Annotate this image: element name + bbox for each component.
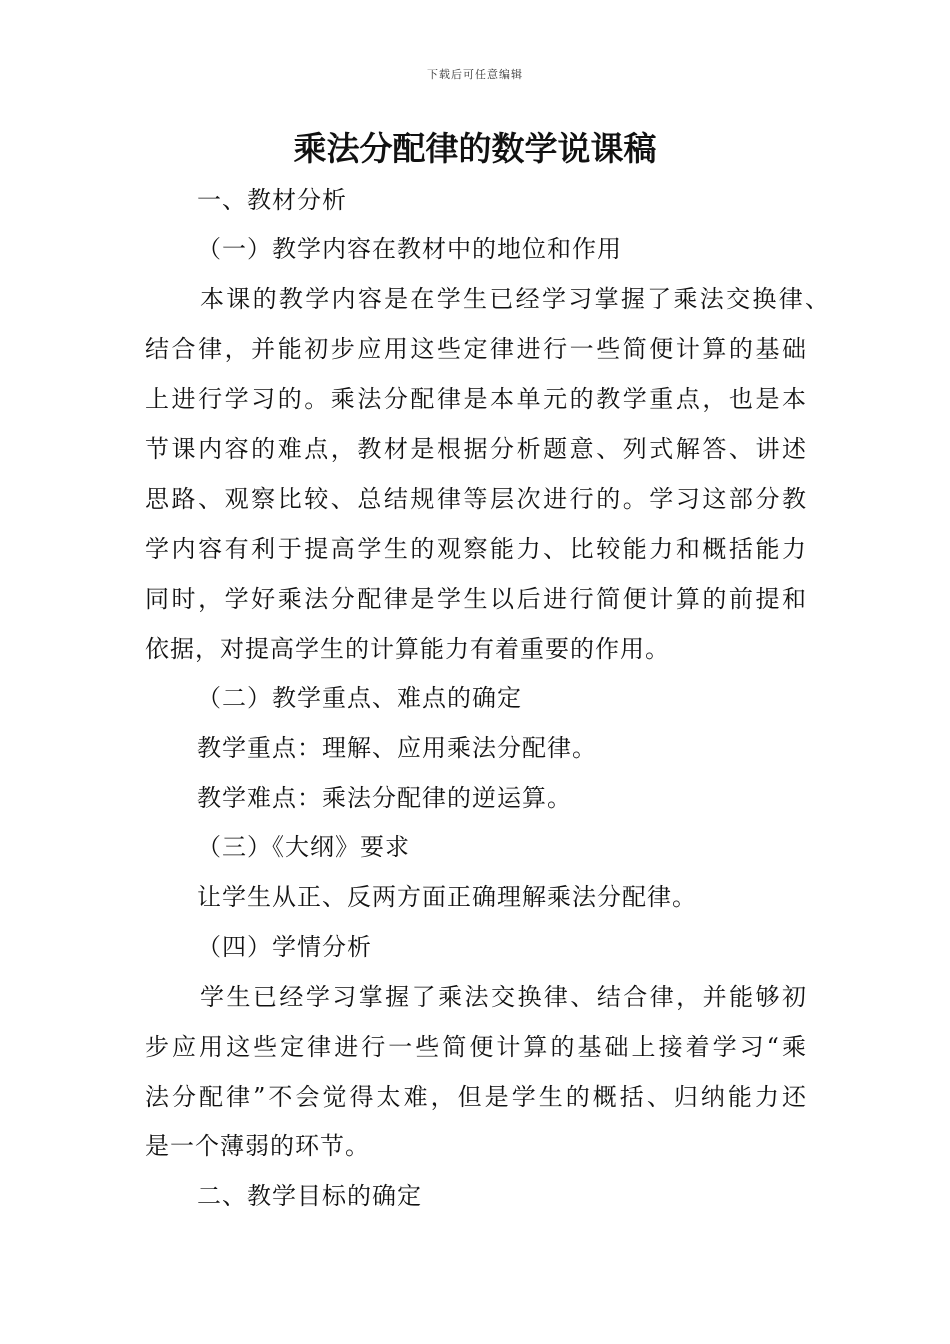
subsection-heading-2: （二）教学重点、难点的确定 xyxy=(197,684,522,712)
paragraph-line: 步应用这些定律进行一些简便计算的基础上接着学习“乘 xyxy=(145,1033,807,1061)
paragraph-line: 同时，学好乘法分配律是学生以后进行简便计算的前提和 xyxy=(145,585,807,613)
paragraph-line: 是一个薄弱的环节。 xyxy=(145,1132,370,1160)
paragraph-line: 思路、观察比较、总结规律等层次进行的。学习这部分教 xyxy=(145,485,807,513)
paragraph-line: 依据，对提高学生的计算能力有着重要的作用。 xyxy=(145,635,670,663)
paragraph-line: 法分配律”不会觉得太难，但是学生的概括、归纳能力还 xyxy=(145,1083,807,1111)
paragraph-line: 学生已经学习掌握了乘法交换律、结合律，并能够初 xyxy=(200,983,807,1011)
subsection-heading-4: （四）学情分析 xyxy=(197,933,372,961)
section-heading-2: 二、教学目标的确定 xyxy=(197,1182,422,1210)
document-title: 乘法分配律的数学说课稿 xyxy=(293,129,657,168)
outline-requirement-text: 让学生从正、反两方面正确理解乘法分配律。 xyxy=(197,883,697,911)
subsection-heading-3: （三）《大纲》要求 xyxy=(197,833,410,861)
subsection-heading-1: （一）教学内容在教材中的地位和作用 xyxy=(197,235,622,263)
section-heading-1: 一、教材分析 xyxy=(197,186,347,214)
difficult-point-text: 教学难点：乘法分配律的逆运算。 xyxy=(197,784,572,812)
paragraph-line: 学内容有利于提高学生的观察能力、比较能力和概括能力 xyxy=(145,535,807,563)
paragraph-line: 上进行学习的。乘法分配律是本单元的教学重点，也是本 xyxy=(145,385,807,413)
paragraph-line: 结合律，并能初步应用这些定律进行一些简便计算的基础 xyxy=(145,335,807,363)
key-point-text: 教学重点：理解、应用乘法分配律。 xyxy=(197,734,597,762)
paragraph-line: 本课的教学内容是在学生已经学习掌握了乘法交换律、 xyxy=(200,285,830,313)
header-note: 下载后可任意编辑 xyxy=(427,68,523,81)
paragraph-line: 节课内容的难点，教材是根据分析题意、列式解答、讲述 xyxy=(145,435,807,463)
